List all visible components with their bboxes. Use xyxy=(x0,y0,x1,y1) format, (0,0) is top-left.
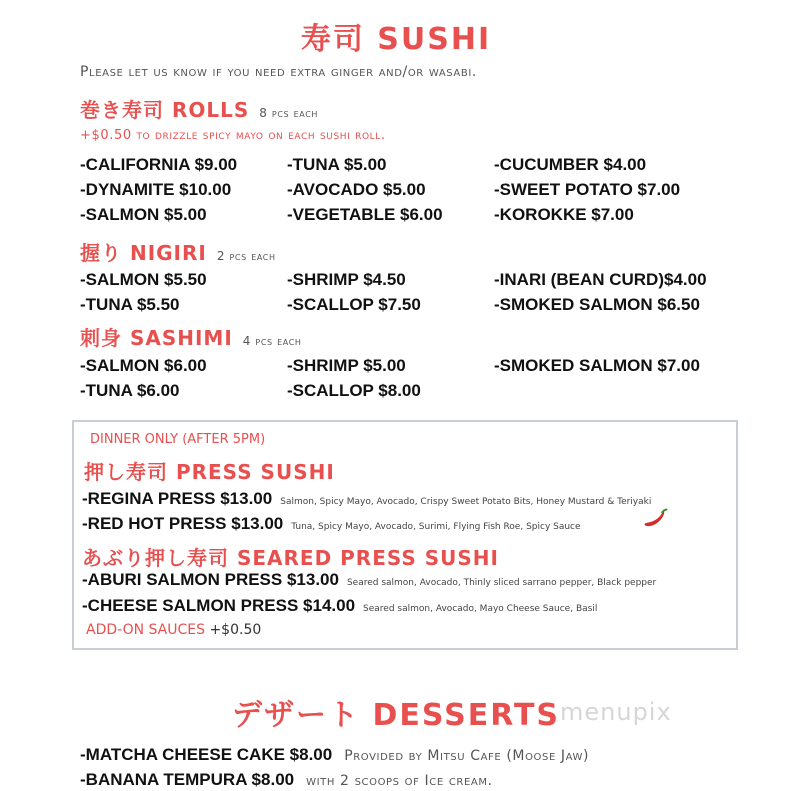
menu-item: -SALMON $5.00 xyxy=(80,205,207,224)
header-note: Please let us know if you need extra ginger and/or wasabi. xyxy=(80,64,477,80)
dinner-only-note: DINNER ONLY (AFTER 5PM) xyxy=(90,432,266,447)
menu-item-row xyxy=(82,514,581,534)
add-on-price: +$0.50 xyxy=(209,622,262,638)
add-on-sauces xyxy=(86,622,261,638)
menu-item-row xyxy=(82,596,597,616)
menu-item: -INARI (BEAN CURD)$4.00 xyxy=(494,270,707,289)
menu-item: -SWEET POTATO $7.00 xyxy=(494,180,681,199)
desserts-heading: デザート DESSERTS xyxy=(232,698,561,733)
add-on-label: ADD-ON SAUCES xyxy=(86,622,205,638)
nigiri-sub: 2 pcs each xyxy=(216,249,276,263)
watermark: menupix xyxy=(560,698,672,726)
item-description: Tuna, Spicy Mayo, Avocado, Surimi, Flying Fish Roe, Spicy Sauce xyxy=(291,522,581,532)
menu-item: -ABURI SALMON PRESS $13.00 xyxy=(82,570,339,589)
item-description: Seared salmon, Avocado, Thinly sliced sarrano pepper, Black pepper xyxy=(346,578,657,588)
sashimi-heading-row xyxy=(80,322,302,351)
menu-item-row xyxy=(80,745,589,765)
press-sushi-heading: 押し寿司 PRESS SUSHI xyxy=(84,460,335,484)
menu-item: -VEGETABLE $6.00 xyxy=(287,205,443,224)
rolls-note: +$0.50 to drizzle spicy mayo on each sushi roll. xyxy=(80,128,386,143)
menu-item: -BANANA TEMPURA $8.00 xyxy=(80,770,295,789)
menu-item-row xyxy=(82,570,656,590)
item-description: Seared salmon, Avocado, Mayo Cheese Sauce, Basil xyxy=(363,604,598,614)
menu-item: -SALMON $6.00 xyxy=(80,356,207,375)
item-description: Salmon, Spicy Mayo, Avocado, Crispy Sweet Potato Bits, Honey Mustard & Teriyaki xyxy=(280,497,652,507)
sashimi-heading: 刺身 SASHIMI xyxy=(80,326,233,350)
menu-item: -SMOKED SALMON $6.50 xyxy=(494,295,700,314)
menu-item: -TUNA $5.50 xyxy=(80,295,180,314)
seared-press-sushi-heading: あぶり押し寿司 SEARED PRESS SUSHI xyxy=(82,546,499,570)
nigiri-heading: 握り NIGIRI xyxy=(80,241,207,265)
menu-item: -RED HOT PRESS $13.00 xyxy=(82,514,284,533)
menu-item: -CALIFORNIA $9.00 xyxy=(80,155,238,174)
item-description: Provided by Mitsu Cafe (Moose Jaw) xyxy=(344,748,590,764)
item-description: with 2 scoops of Ice cream. xyxy=(306,773,493,789)
rolls-heading: 巻き寿司 ROLLS xyxy=(80,98,250,122)
chili-pepper-icon xyxy=(643,508,669,530)
menu-item: -SHRIMP $5.00 xyxy=(287,356,406,375)
menu-item: -TUNA $5.00 xyxy=(287,155,387,174)
menu-item: -AVOCADO $5.00 xyxy=(287,180,426,199)
menu-item: -TUNA $6.00 xyxy=(80,381,180,400)
menu-item: -CUCUMBER $4.00 xyxy=(494,155,647,174)
menu-item: -MATCHA CHEESE CAKE $8.00 xyxy=(80,745,333,764)
nigiri-heading-row xyxy=(80,237,276,266)
menu-item-row xyxy=(82,489,651,509)
menu-item: -SHRIMP $4.50 xyxy=(287,270,406,289)
menu-item: -KOROKKE $7.00 xyxy=(494,205,634,224)
rolls-heading-row xyxy=(80,94,318,123)
menu-item: -CHEESE SALMON PRESS $14.00 xyxy=(82,596,356,615)
menu-item: -SALMON $5.50 xyxy=(80,270,207,289)
menu-item: -SCALLOP $8.00 xyxy=(287,381,421,400)
menu-item: -REGINA PRESS $13.00 xyxy=(82,489,273,508)
menu-item: -SCALLOP $7.50 xyxy=(287,295,421,314)
sashimi-sub: 4 pcs each xyxy=(242,334,302,348)
menu-item: -SMOKED SALMON $7.00 xyxy=(494,356,700,375)
menu-item: -DYNAMITE $10.00 xyxy=(80,180,232,199)
rolls-sub: 8 pcs each xyxy=(259,106,319,120)
menu-item-row xyxy=(80,770,493,790)
page-title: 寿司 SUSHI xyxy=(300,22,492,57)
